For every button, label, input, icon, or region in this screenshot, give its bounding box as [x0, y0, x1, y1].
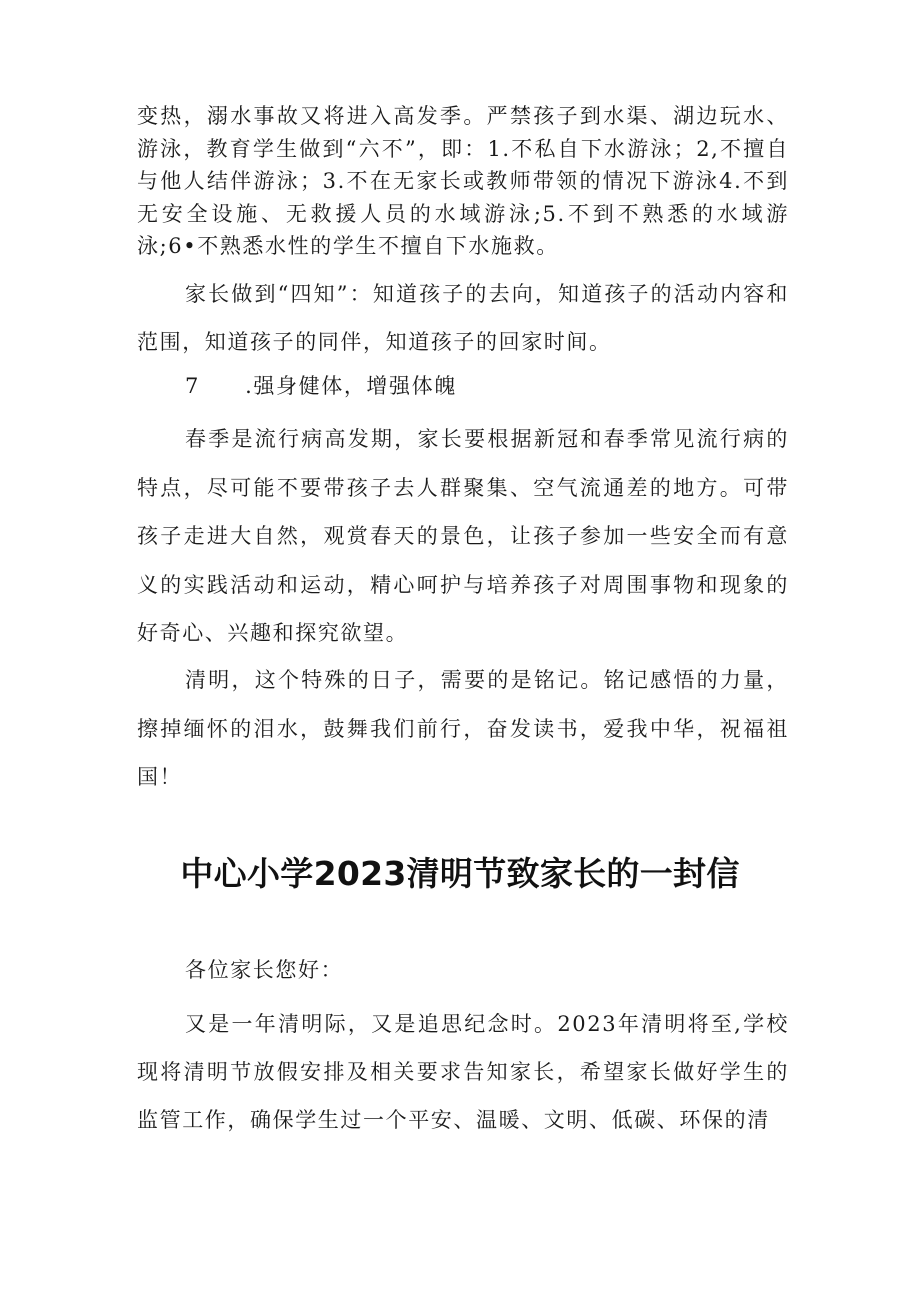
letter-title: 中心小学2023清明节致家长的一封信	[180, 854, 740, 893]
section-7-heading: 7 .强身健体，增强体魄	[185, 374, 457, 398]
swimming-safety-paragraph: 变热，溺水事故又将进入高发季。严禁孩子到水渠、湖边玩水、游泳，教育学生做到“六不”，即：1.不私自下水游泳；2,不擅自与他人结伴游泳；3.不在无家长或教师带领的情况下游泳4.不到无安全设施、无救援人员的水域游泳;5.不到不熟悉的水域游泳;6•不熟悉水性的学生不擅自下水施救。	[137, 104, 789, 258]
closing-paragraph: 清明，这个特殊的日子，需要的是铭记。铭记感悟的力量，擦掉缅怀的泪水，鼓舞我们前行，奋发读书，爱我中华，祝福祖国！	[137, 668, 789, 789]
letter-intro-paragraph: 又是一年清明际，又是追思纪念时。2023年清明将至,学校现将清明节放假安排及相关要求告知家长，希望家长做好学生的监管工作，确保学生过一个平安、温暖、文明、低碳、环保的清	[137, 1012, 789, 1132]
spring-health-paragraph: 春季是流行病高发期，家长要根据新冠和春季常见流行病的特点，尽可能不要带孩子去人群聚集、空气流通差的地方。可带孩子走进大自然，观赏春天的景色，让孩子参加一些安全而有意义的实践活动和运动，精心呵护与培养孩子对周围事物和现象的好奇心、兴趣和探究欲望。	[137, 427, 789, 645]
letter-greeting: 各位家长您好：	[185, 958, 344, 982]
four-knows-paragraph: 家长做到“四知”：知道孩子的去向，知道孩子的活动内容和范围，知道孩子的同伴，知道孩子的回家时间。	[137, 282, 789, 354]
